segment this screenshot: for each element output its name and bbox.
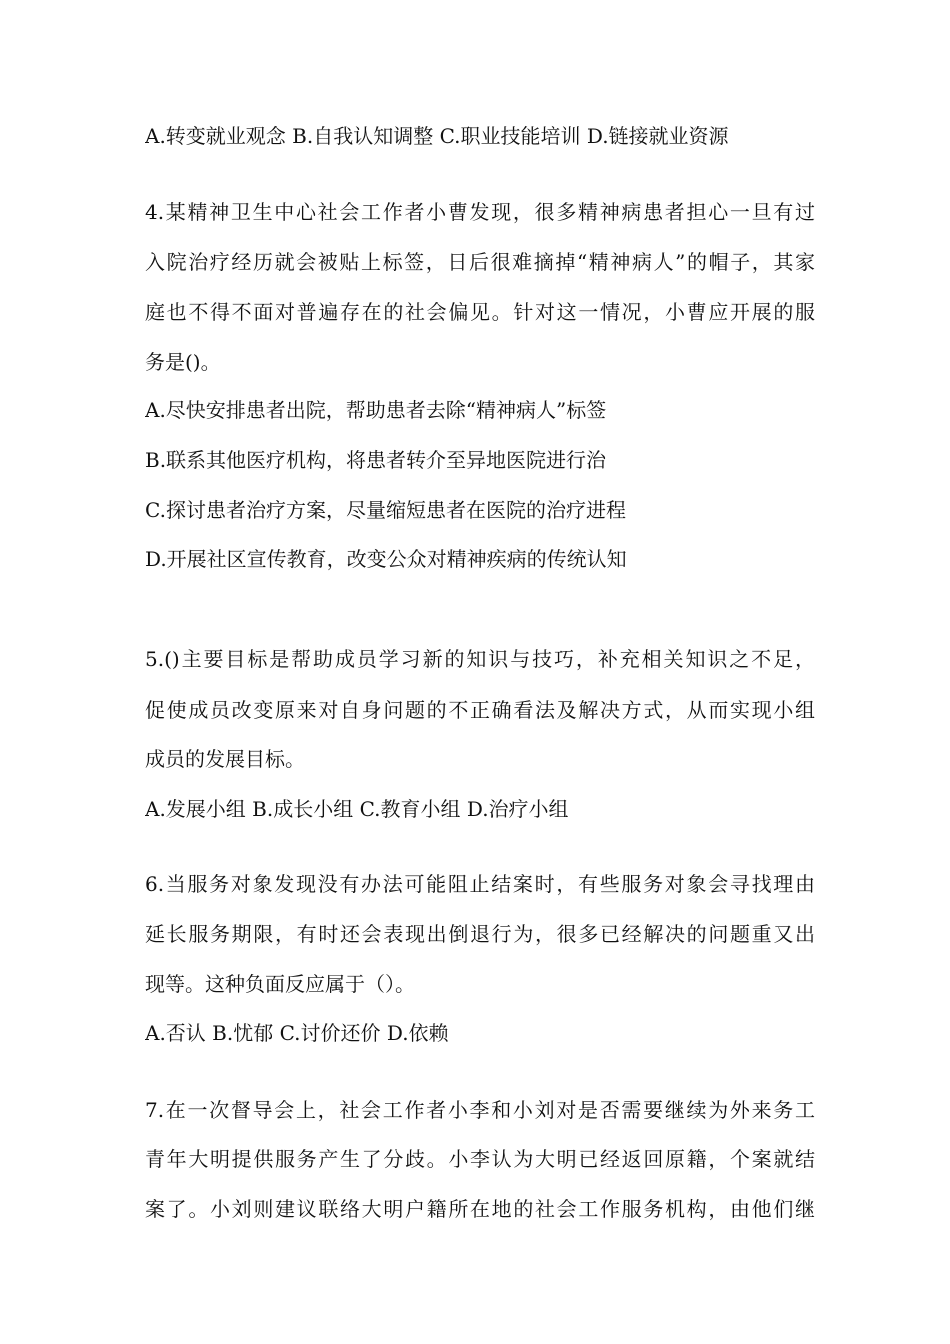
q5-stem-line-2: 促使成员改变原来对自身问题的不正确看法及解决方式，从而实现小组	[145, 698, 815, 722]
q4-option-c: C.探讨患者治疗方案，尽量缩短患者在医院的治疗进程	[145, 498, 626, 522]
q5-stem-line-1: 5.()主要目标是帮助成员学习新的知识与技巧，补充相关知识之不足，	[145, 647, 815, 671]
q7-stem-line-3: 案了。小刘则建议联络大明户籍所在地的社会工作服务机构，由他们继	[145, 1197, 815, 1221]
q4-stem-line-3: 庭也不得不面对普遍存在的社会偏见。针对这一情况，小曹应开展的服	[145, 300, 815, 324]
q7-stem-line-2: 青年大明提供服务产生了分歧。小李认为大明已经返回原籍，个案就结	[145, 1147, 815, 1171]
q6-stem-line-1: 6.当服务对象发现没有办法可能阻止结案时，有些服务对象会寻找理由	[145, 872, 815, 896]
q6-options: A.否认 B.忧郁 C.讨价还价 D.依赖	[145, 1021, 449, 1045]
q5-options: A.发展小组 B.成长小组 C.教育小组 D.治疗小组	[145, 797, 569, 821]
q4-stem-line-4: 务是()。	[145, 350, 221, 374]
q4-option-b: B.联系其他医疗机构，将患者转介至异地医院进行治	[145, 448, 607, 472]
q5-stem-line-3: 成员的发展目标。	[145, 747, 305, 771]
q7-stem-line-1: 7.在一次督导会上，社会工作者小李和小刘对是否需要继续为外来务工	[145, 1098, 815, 1122]
q4-option-d: D.开展社区宣传教育，改变公众对精神疾病的传统认知	[145, 547, 627, 571]
q4-option-a: A.尽快安排患者出院，帮助患者去除“精神病人”标签	[145, 398, 607, 422]
q3-options: A.转变就业观念 B.自我认知调整 C.职业技能培训 D.链接就业资源	[145, 124, 729, 148]
q4-stem-line-1: 4.某精神卫生中心社会工作者小曹发现，很多精神病患者担心一旦有过	[145, 200, 815, 224]
q6-stem-line-3: 现等。这种负面反应属于（）。	[145, 972, 415, 996]
q4-stem-line-2: 入院治疗经历就会被贴上标签，日后很难摘掉“精神病人”的帽子，其家	[145, 250, 815, 274]
q6-stem-line-2: 延长服务期限，有时还会表现出倒退行为，很多已经解决的问题重又出	[145, 922, 815, 946]
